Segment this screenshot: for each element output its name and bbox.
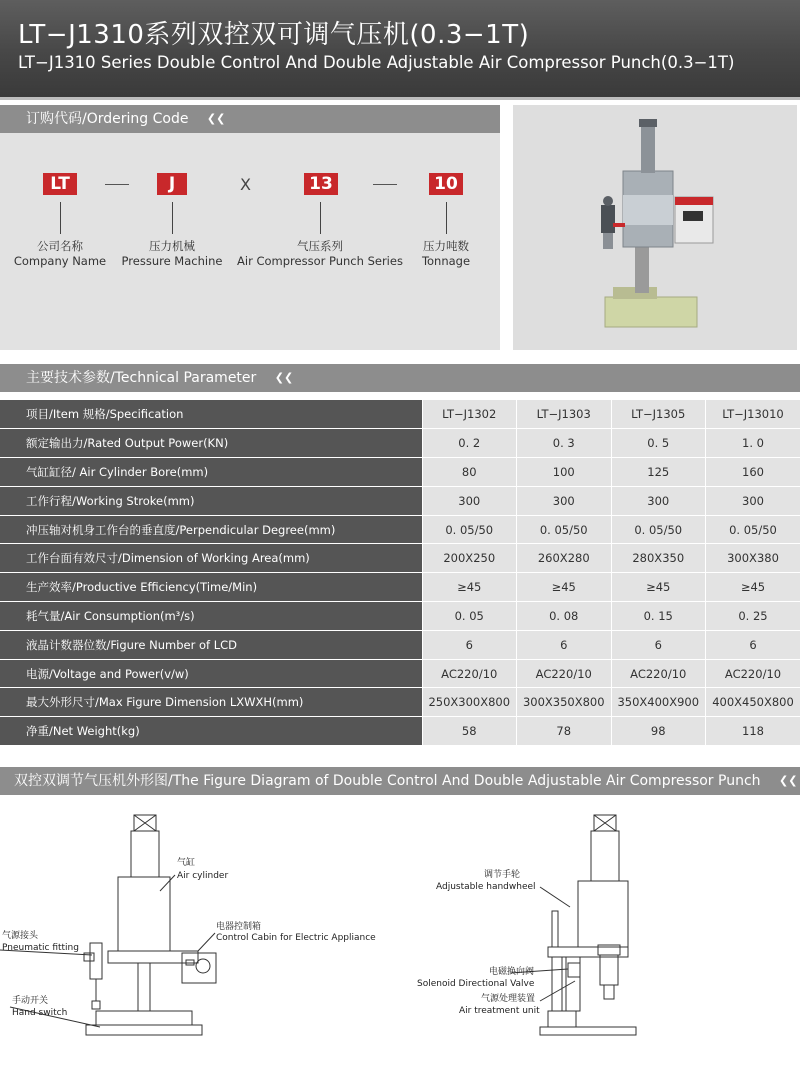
callout-handwheel-cn: 调节手轮 bbox=[484, 870, 521, 880]
row-value: 0. 05/50 bbox=[422, 515, 517, 544]
tech-parameter-label: 主要技术参数/Technical Parameter bbox=[26, 370, 257, 386]
row-label: 生产效率/Productive Efficiency(Time/Min) bbox=[0, 573, 422, 602]
row-value: 0. 15 bbox=[611, 602, 706, 631]
connector-line bbox=[446, 202, 447, 234]
row-value: AC220/10 bbox=[706, 659, 800, 688]
callout-pneumatic-cn: 气源接头 bbox=[2, 931, 39, 941]
row-value: 400X450X800 bbox=[706, 688, 800, 717]
figure-diagram-label: 双控双调节气压机外形图/The Figure Diagram of Double Control And Double Adjustable Air Compressor Punch bbox=[14, 773, 761, 789]
row-value: 118 bbox=[706, 717, 800, 746]
label-series-en: Air Compressor Punch Series bbox=[237, 254, 403, 268]
model-header: LT−J1305 bbox=[611, 400, 706, 429]
connector-line bbox=[60, 202, 61, 234]
code-lt: LT bbox=[43, 173, 77, 195]
label-tonnage bbox=[406, 239, 486, 269]
table-row bbox=[0, 515, 800, 544]
code-10: 10 bbox=[429, 173, 463, 195]
callout-pneumatic-en: Pneumatic fitting bbox=[2, 943, 79, 953]
label-series-cn: 气压系列 bbox=[297, 239, 343, 253]
row-value: 300 bbox=[611, 486, 706, 515]
label-company-en: Company Name bbox=[13, 254, 107, 268]
connector-line bbox=[172, 202, 173, 234]
row-value: 280X350 bbox=[611, 544, 706, 573]
model-header: LT−J1303 bbox=[517, 400, 612, 429]
callout-hand-en: Hand switch bbox=[12, 1008, 68, 1018]
figure-diagram-bar bbox=[0, 767, 800, 795]
ordering-code-panel bbox=[0, 133, 500, 350]
label-pressure-machine bbox=[116, 239, 228, 269]
row-value: 6 bbox=[422, 630, 517, 659]
row-value: 1. 0 bbox=[706, 429, 800, 458]
table-row bbox=[0, 602, 800, 631]
row-value: 300 bbox=[517, 486, 612, 515]
row-value: ≥45 bbox=[517, 573, 612, 602]
callout-handwheel-en: Adjustable handwheel bbox=[436, 882, 536, 892]
model-header: LT−J1302 bbox=[422, 400, 517, 429]
row-label: 冲压轴对机身工作台的垂直度/Perpendicular Degree(mm) bbox=[0, 515, 422, 544]
table-row bbox=[0, 429, 800, 458]
row-label: 净重/Net Weight(kg) bbox=[0, 717, 422, 746]
row-label: 液晶计数器位数/Figure Number of LCD bbox=[0, 630, 422, 659]
ordering-code-label: 订购代码/Ordering Code bbox=[26, 111, 189, 127]
row-value: 300X350X800 bbox=[517, 688, 612, 717]
callout-air-treat-cn: 气源处理装置 bbox=[481, 994, 536, 1004]
label-pressure-cn: 压力机械 bbox=[149, 239, 195, 253]
table-row bbox=[0, 573, 800, 602]
row-value: 0. 5 bbox=[611, 429, 706, 458]
callout-valve-cn: 电磁换向阀 bbox=[489, 967, 535, 977]
row-value: 0. 3 bbox=[517, 429, 612, 458]
row-value: 0. 05 bbox=[422, 602, 517, 631]
table-row bbox=[0, 486, 800, 515]
row-label: 工作行程/Working Stroke(mm) bbox=[0, 486, 422, 515]
row-value: 78 bbox=[517, 717, 612, 746]
row-value: 0. 2 bbox=[422, 429, 517, 458]
table-row bbox=[0, 544, 800, 573]
row-value: 0. 05/50 bbox=[611, 515, 706, 544]
label-series bbox=[236, 239, 404, 269]
row-value: 350X400X900 bbox=[611, 688, 706, 717]
double-chevron-down-icon: ❮❮ bbox=[206, 112, 226, 125]
product-photo bbox=[513, 105, 797, 350]
row-value: 160 bbox=[706, 458, 800, 487]
row-label: 额定输出力/Rated Output Power(KN) bbox=[0, 429, 422, 458]
table-row bbox=[0, 630, 800, 659]
label-pressure-en: Pressure Machine bbox=[121, 254, 223, 268]
callout-air-cylinder-en: Air cylinder bbox=[177, 871, 229, 881]
row-value: ≥45 bbox=[422, 573, 517, 602]
row-value: 300X380 bbox=[706, 544, 800, 573]
header-item-cell: 项目/Item 规格/Specification bbox=[0, 400, 422, 429]
label-company-cn: 公司名称 bbox=[37, 239, 83, 253]
callout-valve-en: Solenoid Directional Valve bbox=[417, 979, 535, 989]
row-value: 6 bbox=[611, 630, 706, 659]
tech-parameter-table bbox=[0, 400, 800, 746]
row-value: 6 bbox=[706, 630, 800, 659]
connector-line bbox=[320, 202, 321, 234]
callout-control-en: Control Cabin for Electric Appliance bbox=[216, 933, 376, 943]
page-header bbox=[0, 0, 800, 97]
table-row bbox=[0, 659, 800, 688]
row-value: 100 bbox=[517, 458, 612, 487]
table-row bbox=[0, 688, 800, 717]
code-x-separator: X bbox=[240, 175, 251, 194]
row-value: 0. 05/50 bbox=[706, 515, 800, 544]
tech-parameter-bar bbox=[0, 364, 800, 392]
row-label: 耗气量/Air Consumption(m³/s) bbox=[0, 602, 422, 631]
code-dash bbox=[373, 184, 397, 185]
label-company bbox=[0, 239, 120, 269]
title-en: LT−J1310 Series Double Control And Double Adjustable Air Compressor Punch(0.3−1T) bbox=[18, 53, 735, 72]
table-row bbox=[0, 717, 800, 746]
row-value: ≥45 bbox=[611, 573, 706, 602]
double-chevron-down-icon: ❮❮ bbox=[778, 774, 798, 787]
row-value: 250X300X800 bbox=[422, 688, 517, 717]
row-value: 200X250 bbox=[422, 544, 517, 573]
row-value: AC220/10 bbox=[611, 659, 706, 688]
row-value: 58 bbox=[422, 717, 517, 746]
row-value: 300 bbox=[422, 486, 517, 515]
double-chevron-down-icon: ❮❮ bbox=[274, 371, 294, 384]
title-cn: LT−J1310系列双控双可调气压机(0.3−1T) bbox=[18, 20, 530, 50]
row-label: 电源/Voltage and Power(v/w) bbox=[0, 659, 422, 688]
ordering-code-bar bbox=[0, 105, 500, 133]
code-dash bbox=[105, 184, 129, 185]
row-value: 0. 05/50 bbox=[517, 515, 612, 544]
row-value: 125 bbox=[611, 458, 706, 487]
label-tonnage-en: Tonnage bbox=[421, 254, 471, 268]
label-tonnage-cn: 压力吨数 bbox=[423, 239, 469, 253]
row-label: 气缸缸径/ Air Cylinder Bore(mm) bbox=[0, 458, 422, 487]
row-value: ≥45 bbox=[706, 573, 800, 602]
row-value: 260X280 bbox=[517, 544, 612, 573]
callout-air-cylinder-cn: 气缸 bbox=[177, 858, 196, 868]
row-value: 0. 25 bbox=[706, 602, 800, 631]
header-divider bbox=[0, 97, 800, 100]
row-value: 80 bbox=[422, 458, 517, 487]
code-13: 13 bbox=[304, 173, 338, 195]
figure-diagrams bbox=[0, 795, 800, 1077]
callout-hand-cn: 手动开关 bbox=[12, 996, 49, 1006]
table-header-row bbox=[0, 400, 800, 429]
code-j: J bbox=[157, 173, 187, 195]
callout-air-treat-en: Air treatment unit bbox=[459, 1006, 540, 1016]
row-label: 最大外形尺寸/Max Figure Dimension LXWXH(mm) bbox=[0, 688, 422, 717]
model-header: LT−J13010 bbox=[706, 400, 800, 429]
table-row bbox=[0, 458, 800, 487]
row-value: 0. 08 bbox=[517, 602, 612, 631]
row-value: 6 bbox=[517, 630, 612, 659]
row-value: 300 bbox=[706, 486, 800, 515]
row-value: AC220/10 bbox=[517, 659, 612, 688]
row-value: AC220/10 bbox=[422, 659, 517, 688]
callout-control-cn: 电器控制箱 bbox=[216, 922, 262, 932]
row-label: 工作台面有效尺寸/Dimension of Working Area(mm) bbox=[0, 544, 422, 573]
row-value: 98 bbox=[611, 717, 706, 746]
